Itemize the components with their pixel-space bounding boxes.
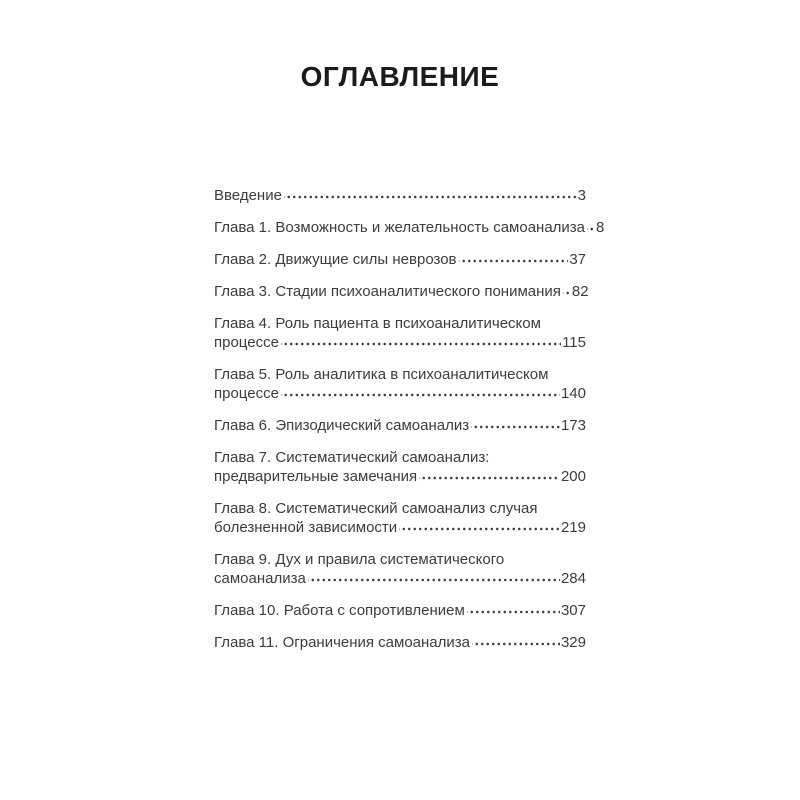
- toc-entry-text: самоанализа: [214, 570, 306, 587]
- toc-entry-text: Введение: [214, 187, 282, 204]
- toc-page-number: 82: [571, 283, 589, 300]
- toc-page-number: 173: [560, 417, 586, 434]
- toc-entry-text: Глава 1. Возможность и желательность самоанализа: [214, 219, 586, 236]
- dot-leader: [467, 602, 560, 615]
- toc-page-number: 115: [562, 334, 586, 351]
- toc-entry-line: Глава 5. Роль аналитика в психоаналитическом: [214, 366, 549, 383]
- toc-entry-text: болезненной зависимости: [214, 519, 398, 536]
- toc-page-number: 329: [560, 634, 586, 651]
- dot-leader: [308, 570, 560, 583]
- toc-entry-lastline: [214, 282, 589, 301]
- toc-page-number: 8: [596, 219, 605, 236]
- toc-entry-text: Глава 11. Ограничения самоанализа: [214, 634, 471, 651]
- toc-entry: [214, 499, 586, 537]
- toc-entry-line: Глава 7. Систематический самоанализ:: [214, 449, 490, 466]
- toc-page-number: 3: [577, 187, 586, 204]
- toc-page-number: 307: [560, 602, 586, 619]
- toc-page-number: 140: [560, 385, 586, 402]
- toc-list: [214, 186, 605, 652]
- toc-page-number: 200: [560, 468, 586, 485]
- toc-entry-lastline: [214, 569, 586, 588]
- toc-entry-text: Глава 3. Стадии психоаналитического понимания: [214, 283, 561, 300]
- toc-entry: [214, 633, 586, 652]
- dot-leader: [284, 187, 577, 200]
- toc-page-number: 219: [560, 519, 586, 536]
- dot-leader: [459, 251, 569, 264]
- toc-entry-text: Глава 6. Эпизодический самоанализ: [214, 417, 470, 434]
- toc-entry-lastline: [214, 416, 586, 435]
- toc-entry-text: предварительные замечания: [214, 468, 418, 485]
- dot-leader: [281, 385, 560, 398]
- toc-entry-line: Глава 9. Дух и правила систематического: [214, 551, 505, 568]
- toc-entry-lastline: [214, 218, 605, 237]
- toc-entry-lastline: [214, 601, 586, 620]
- toc-entry-text: Глава 2. Движущие силы неврозов: [214, 251, 457, 268]
- toc-entry: [214, 282, 589, 301]
- toc-entry: [214, 250, 586, 269]
- toc-entry-text: Глава 10. Работа с сопротивлением: [214, 602, 465, 619]
- toc-entry-lastline: [214, 186, 586, 205]
- dot-leader: [419, 468, 560, 481]
- toc-entry-lastline: [214, 518, 586, 537]
- toc-page-number: 284: [560, 570, 586, 587]
- toc-entry: [214, 550, 586, 588]
- toc-entry: [214, 314, 586, 352]
- toc-entry-line: Глава 4. Роль пациента в психоаналитическом: [214, 315, 541, 332]
- toc-entry-text: процессе: [214, 385, 279, 402]
- toc-entry-lastline: [214, 467, 586, 486]
- toc-entry-text: процессе: [214, 334, 279, 351]
- toc-entry: [214, 601, 586, 620]
- toc-entry-line: Глава 8. Систематический самоанализ случая: [214, 500, 538, 517]
- toc-entry: [214, 218, 605, 237]
- dot-leader: [472, 634, 560, 647]
- toc-entry-lastline: [214, 633, 586, 652]
- toc-entry: [214, 365, 586, 403]
- dot-leader: [587, 219, 595, 232]
- dot-leader: [281, 334, 561, 347]
- toc-entry: [214, 186, 586, 205]
- toc-entry-lastline: [214, 250, 586, 269]
- toc-entry: [214, 448, 586, 486]
- toc-entry-lastline: [214, 384, 586, 403]
- toc-page-number: 37: [569, 251, 586, 268]
- dot-leader: [399, 519, 560, 532]
- toc-entry-lastline: [214, 333, 586, 352]
- page-title: ОГЛАВЛЕНИЕ: [300, 61, 500, 92]
- dot-leader: [471, 417, 560, 430]
- dot-leader: [563, 283, 571, 296]
- toc-entry: [214, 416, 586, 435]
